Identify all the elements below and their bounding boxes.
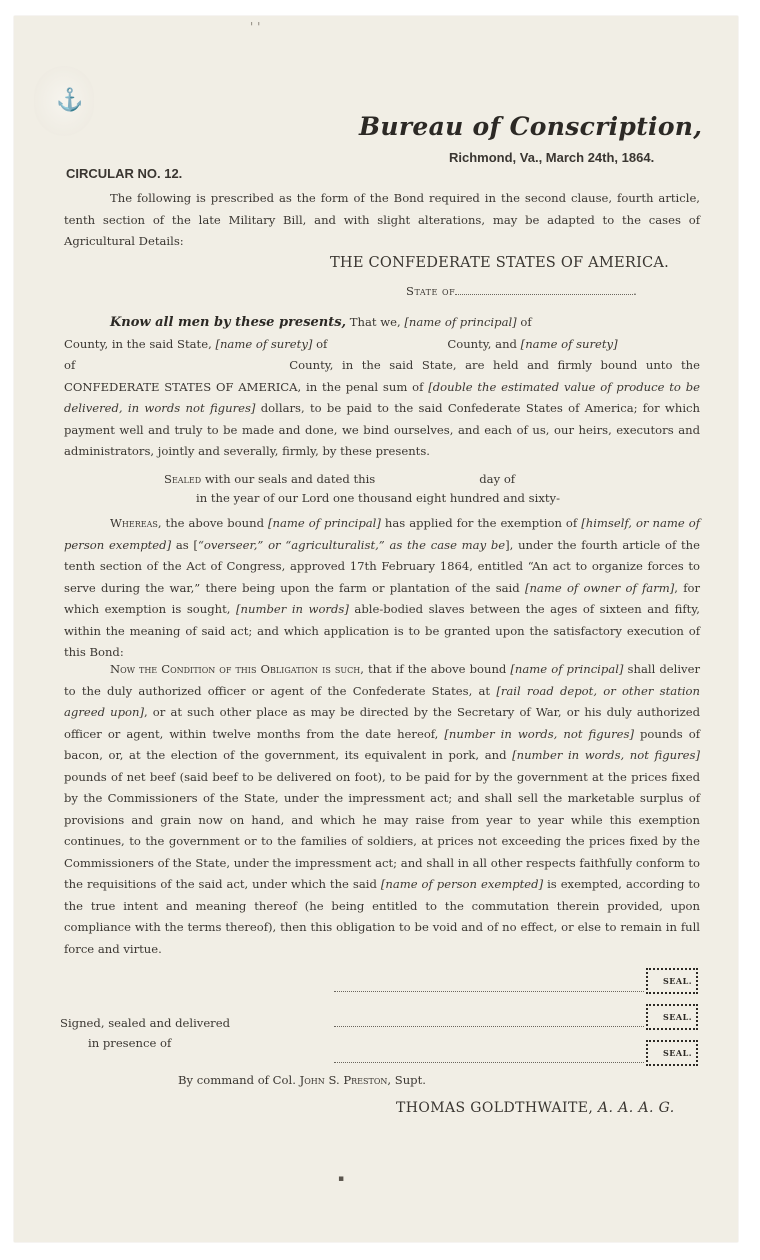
nation-heading: THE CONFEDERATE STATES OF AMERICA. bbox=[330, 254, 669, 271]
whereas-paragraph: Whereas, the above bound [name of principal] has applied for the exemption of [himself, or name of person exempted] as [“overseer,” or “agriculturalist,” as the case may be], under the fourth article of the tenth section of the Act of Congress, approved 17th February 1864, entitled “An act to organize forces to serve during the war,” there being upon the farm or plantation of the said [name of owner of farm], for which exemption is sought, [number in words] able-bodied slaves between the ages of sixteen and fifty, within the meaning of said act; and which application is to be granted upon the satisfactory execution of this Bond: bbox=[64, 516, 701, 659]
bond-paragraph: Know all men by these presents, That we, [name of principal] of County, in the said State, [name of surety] of County, and [name of surety] of County, in the said State, are held and firmly bound unto the CONFEDERATE STATES OF AMERICA, in the penal sum of [double the estimated value of produce to be delivered, in words not figures] dollars, to be paid to the said Confederate States of America; for which payment well and truly to be made and done, we bind ourselves, and each of us, our heirs, executors and administrators, jointly and severally, firmly, by these presents. bbox=[64, 315, 700, 458]
document-sheet bbox=[14, 16, 738, 1242]
condition-paragraph: Now the Condition of this Obligation is such, that if the above bound [name of principal] shall deliver to the duly authorized officer or agent of the Confederate States, at [rail road depot, or other station agreed upon], or at such other place as may be directed by the Secretary of War, or his duly authorized officer or agent, within twelve months from the date hereof, [number in words, not figures] pounds of bacon, or, at the election of the government, its equivalent in pork, and [number in words, not figures] pounds of net beef (said beef to be delivered on foot), to be paid for by the government at the prices fixed by the Commissioners of the State, under the impressment act; and shall sell the marketable surplus of provisions and grain now on hand, and which he may raise from year to year while this exemption continues, to the government or to the families of soldiers, at prices not exceeding the prices fixed by the Commissioners of the State, under the impressment act; and shall in all other respects faithfully conform to the requisitions of the said act, under which the said [name of person exempted] is exempted, according to the true intent and meaning thereof (he being entitled to the commutation therein provided, upon compliance with the terms thereof), then this obligation to be void and of no effect, or else to remain in full force and virtue. bbox=[64, 662, 701, 956]
in-presence-of: in presence of bbox=[88, 1036, 172, 1050]
signed-sealed-delivered: Signed, sealed and delivered bbox=[60, 1016, 231, 1030]
signature-line-1 bbox=[334, 991, 644, 992]
dateline: Richmond, Va., March 24th, 1864. bbox=[449, 150, 655, 165]
bureau-heading: Bureau of Conscription, bbox=[359, 112, 703, 141]
seal-box-2: SEAL. bbox=[646, 1004, 698, 1030]
ink-spot: ▪ bbox=[338, 1174, 345, 1184]
state-line: State of . bbox=[406, 284, 637, 298]
signature-line-3 bbox=[334, 1062, 644, 1063]
seal-box-1: SEAL. bbox=[646, 968, 698, 994]
year-line: in the year of our Lord one thousand eight hundred and sixty- bbox=[196, 491, 560, 505]
command-line: By command of Col. John S. Preston, Supt. bbox=[178, 1073, 426, 1087]
sealed-line: Sealed with our seals and dated this day of bbox=[164, 472, 516, 486]
embossed-stamp-icon: ⚓ bbox=[56, 88, 84, 113]
signatory-name: THOMAS GOLDTHWAITE, A. A. A. G. bbox=[396, 1100, 675, 1116]
intro-paragraph: The following is prescribed as the form of the Bond required in the second clause, fourth article, tenth section of the late Military Bill, and with slight alterations, may be adapted to the cases of Agricultural Details: bbox=[64, 191, 700, 248]
know-all-men: Know all men by these presents, bbox=[110, 315, 347, 330]
pencil-marks: ' ' bbox=[250, 20, 261, 34]
seal-box-3: SEAL. bbox=[646, 1040, 698, 1066]
signature-line-2 bbox=[334, 1026, 644, 1027]
circular-number: CIRCULAR NO. 12. bbox=[66, 166, 183, 181]
state-blank bbox=[455, 294, 633, 295]
state-label: State of bbox=[406, 284, 456, 298]
